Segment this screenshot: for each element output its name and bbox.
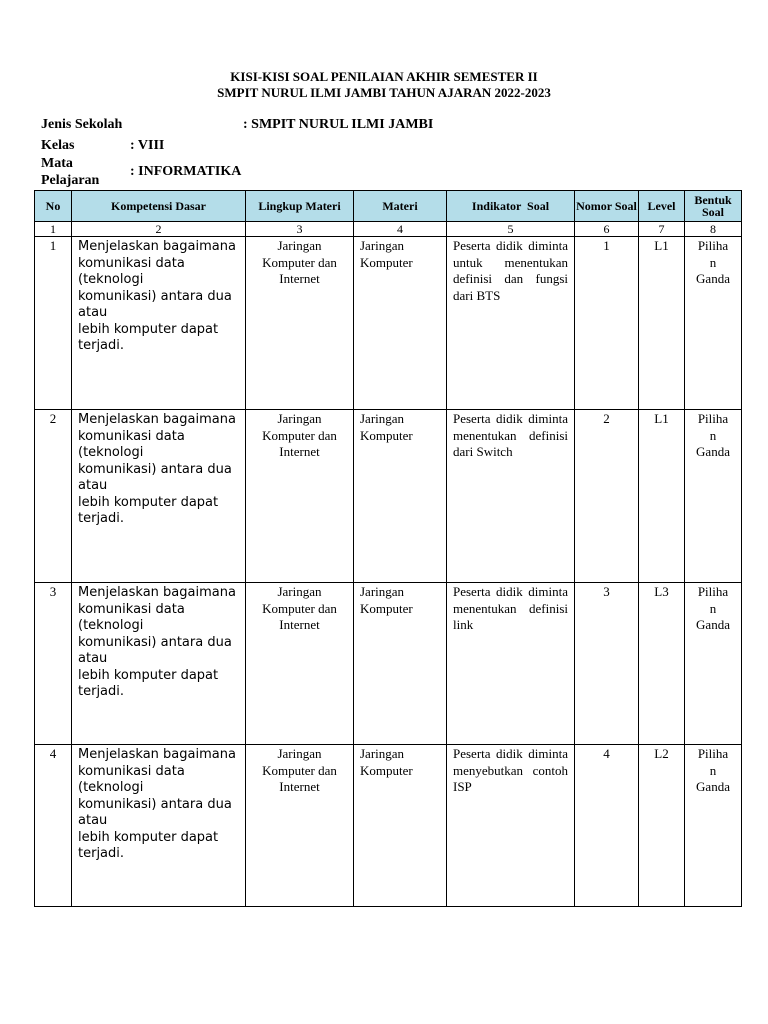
kompetensi-dasar-line: komunikasi data [78, 601, 185, 617]
bentuk-soal-line: Piliha [697, 411, 729, 426]
lingkup-materi-line: Internet [279, 779, 320, 794]
bentuk-soal-line: Ganda [696, 271, 730, 286]
kompetensi-dasar-line: Menjelaskan bagaimana [78, 747, 236, 762]
cell-materi [354, 583, 447, 745]
cell-level: L1 [639, 410, 685, 583]
kompetensi-dasar-line: lebih komputer dapat [78, 494, 219, 510]
header-level: Level [639, 191, 685, 222]
kompetensi-dasar-line: lebih komputer dapat [78, 321, 219, 337]
cell-lingkup-materi [246, 237, 354, 410]
bentuk-soal-line: Ganda [696, 444, 730, 459]
column-number: 3 [246, 222, 354, 237]
cell-kompetensi-dasar [72, 237, 246, 410]
kompetensi-dasar-line: komunikasi data [78, 428, 185, 444]
kompetensi-dasar-line: terjadi. [78, 684, 125, 699]
mata-pelajaran-value: : INFORMATIKA [130, 164, 242, 179]
lingkup-materi-line: Jaringan [277, 584, 322, 599]
header-no: No [35, 191, 72, 222]
lingkup-materi-line: Jaringan [277, 238, 322, 253]
lingkup-materi-line: Komputer dan [262, 600, 337, 616]
table-header-row [35, 191, 742, 222]
lingkup-materi-line: Komputer dan [262, 762, 337, 778]
kompetensi-dasar-line: atau [78, 305, 108, 320]
cell-lingkup-materi [246, 583, 354, 745]
header-kompetensi-dasar: Kompetensi Dasar [72, 191, 246, 222]
materi-line: Komputer [360, 254, 413, 270]
kompetensi-dasar-line: atau [78, 651, 108, 666]
kompetensi-dasar-line: (teknologi [78, 272, 144, 287]
bentuk-soal-line: Ganda [696, 617, 730, 632]
lingkup-materi-line: Jaringan [277, 746, 322, 761]
kompetensi-dasar-line: komunikasi data [78, 255, 185, 271]
kompetensi-dasar-line: atau [78, 478, 108, 493]
cell-level: L1 [639, 237, 685, 410]
cell-bentuk-soal [685, 745, 742, 907]
bentuk-soal-line: Piliha [697, 238, 729, 253]
lingkup-materi-line: Internet [279, 617, 320, 632]
document-title-line-2: SMPIT NURUL ILMI JAMBI TAHUN AJARAN 2022-2023 [217, 85, 551, 100]
table-row [35, 237, 742, 410]
lingkup-materi-line: Internet [279, 271, 320, 286]
document-title-line-1: KISI-KISI SOAL PENILAIAN AKHIR SEMESTER II [230, 69, 538, 84]
materi-line: Komputer [360, 600, 413, 616]
kompetensi-dasar-line: Menjelaskan bagaimana [78, 239, 236, 254]
header-materi: Materi [354, 191, 447, 222]
column-number-row [35, 222, 742, 237]
kompetensi-dasar-line: lebih komputer dapat [78, 667, 219, 683]
column-number: 5 [447, 222, 575, 237]
bentuk-soal-line: n [709, 427, 717, 443]
header-lingkup-materi: Lingkup Materi [246, 191, 354, 222]
mata-pelajaran-label-line-1: Mata [41, 156, 73, 171]
materi-line: Jaringan [360, 746, 405, 761]
cell-lingkup-materi [246, 410, 354, 583]
column-number: 7 [639, 222, 685, 237]
cell-kompetensi-dasar [72, 745, 246, 907]
cell-no: 2 [35, 410, 72, 583]
cell-bentuk-soal [685, 583, 742, 745]
cell-materi [354, 410, 447, 583]
bentuk-soal-line: n [709, 762, 717, 778]
kisi-kisi-table [34, 190, 742, 907]
materi-line: Komputer [360, 427, 413, 443]
kompetensi-dasar-line: Menjelaskan bagaimana [78, 412, 236, 427]
cell-nomor-soal: 1 [575, 237, 639, 410]
cell-nomor-soal: 3 [575, 583, 639, 745]
kompetensi-dasar-line: komunikasi) antara dua [78, 634, 232, 650]
kompetensi-dasar-line: (teknologi [78, 445, 144, 460]
cell-no: 4 [35, 745, 72, 907]
table-row [35, 583, 742, 745]
bentuk-soal-line: Ganda [696, 779, 730, 794]
bentuk-soal-line: Piliha [697, 746, 729, 761]
table-row [35, 745, 742, 907]
cell-lingkup-materi [246, 745, 354, 907]
kompetensi-dasar-line: terjadi. [78, 846, 125, 861]
mata-pelajaran-label-line-2: Pelajaran [41, 173, 100, 188]
cell-no: 3 [35, 583, 72, 745]
kompetensi-dasar-line: atau [78, 813, 108, 828]
kompetensi-dasar-line: terjadi. [78, 511, 125, 526]
kompetensi-dasar-line: terjadi. [78, 338, 125, 353]
jenis-sekolah-label: Jenis Sekolah [41, 117, 123, 132]
kompetensi-dasar-line: (teknologi [78, 780, 144, 795]
bentuk-soal-line: Piliha [697, 584, 729, 599]
cell-level: L3 [639, 583, 685, 745]
cell-indikator-soal: Peserta didik diminta menyebutkan contoh ISP [447, 745, 575, 907]
bentuk-soal-line: n [709, 254, 717, 270]
cell-no: 1 [35, 237, 72, 410]
cell-kompetensi-dasar [72, 583, 246, 745]
kompetensi-dasar-line: lebih komputer dapat [78, 829, 219, 845]
kelas-label: Kelas [41, 138, 75, 153]
column-number: 4 [354, 222, 447, 237]
kompetensi-dasar-line: Menjelaskan bagaimana [78, 585, 236, 600]
lingkup-materi-line: Jaringan [277, 411, 322, 426]
cell-nomor-soal: 2 [575, 410, 639, 583]
materi-line: Jaringan [360, 584, 405, 599]
cell-materi [354, 745, 447, 907]
table-row [35, 410, 742, 583]
kompetensi-dasar-line: komunikasi) antara dua [78, 796, 232, 812]
header-bentuk-soal: Bentuk Soal [685, 191, 742, 222]
kompetensi-dasar-line: komunikasi) antara dua [78, 461, 232, 477]
column-number: 2 [72, 222, 246, 237]
materi-line: Jaringan [360, 238, 405, 253]
cell-level: L2 [639, 745, 685, 907]
materi-line: Komputer [360, 762, 413, 778]
column-number: 1 [35, 222, 72, 237]
cell-bentuk-soal [685, 237, 742, 410]
cell-kompetensi-dasar [72, 410, 246, 583]
kompetensi-dasar-line: (teknologi [78, 618, 144, 633]
kompetensi-dasar-line: komunikasi data [78, 763, 185, 779]
cell-materi [354, 237, 447, 410]
lingkup-materi-line: Internet [279, 444, 320, 459]
kompetensi-dasar-line: komunikasi) antara dua [78, 288, 232, 304]
cell-bentuk-soal [685, 410, 742, 583]
lingkup-materi-line: Komputer dan [262, 254, 337, 270]
header-nomor-soal: Nomor Soal [575, 191, 639, 222]
materi-line: Jaringan [360, 411, 405, 426]
header-indikator-soal: Indikator Soal [447, 191, 575, 222]
column-number: 6 [575, 222, 639, 237]
cell-indikator-soal: Peserta didik diminta menentukan definisi link [447, 583, 575, 745]
bentuk-soal-line: n [709, 600, 717, 616]
cell-nomor-soal: 4 [575, 745, 639, 907]
cell-indikator-soal: Peserta didik diminta menentukan definisi dari Switch [447, 410, 575, 583]
jenis-sekolah-value: : SMPIT NURUL ILMI JAMBI [243, 117, 434, 132]
column-number: 8 [685, 222, 742, 237]
lingkup-materi-line: Komputer dan [262, 427, 337, 443]
cell-indikator-soal: Peserta didik diminta untuk menentukan definisi dan fungsi dari BTS [447, 237, 575, 410]
kelas-value: : VIII [130, 138, 165, 153]
